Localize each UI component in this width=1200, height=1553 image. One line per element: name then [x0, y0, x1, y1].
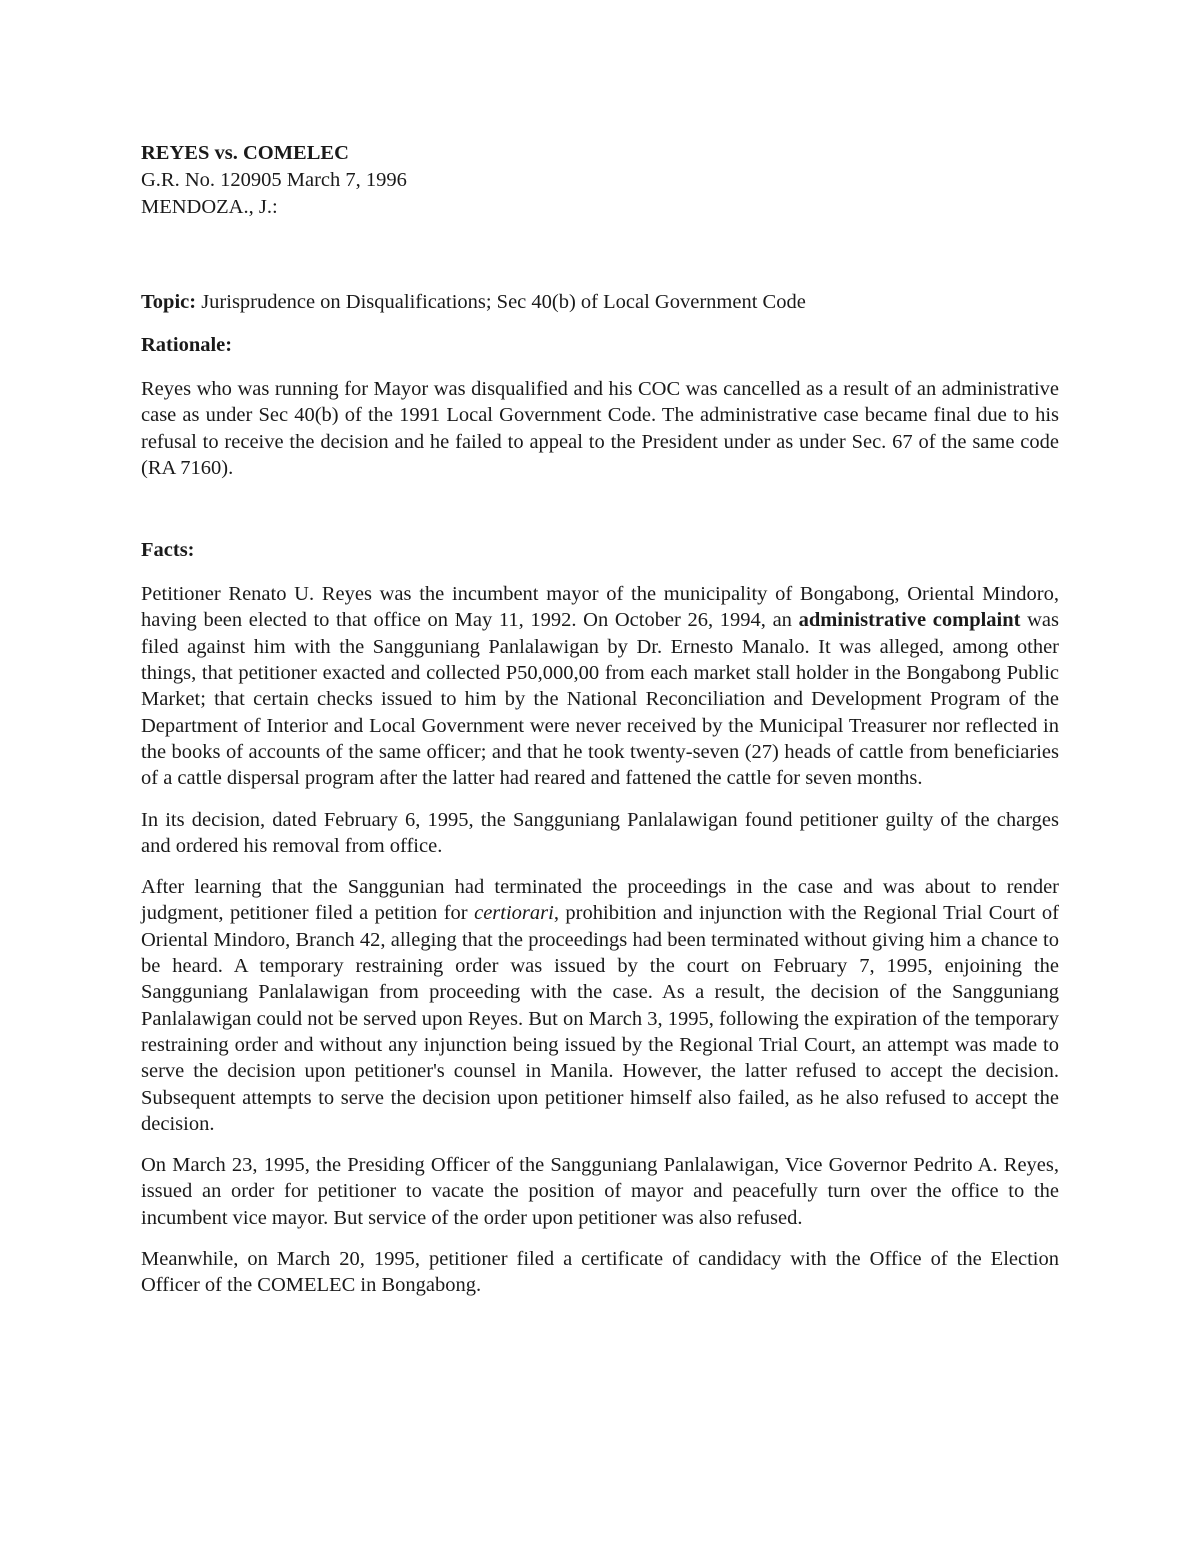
case-title: REYES vs. COMELEC — [141, 142, 349, 164]
facts-p1-emphasis: administrative complaint — [798, 609, 1021, 632]
facts-p3-italic: certiorari — [474, 902, 554, 925]
rationale-paragraph: Reyes who was running for Mayor was disqualified and his COC was cancelled as a result of an administrative case as under Sec 40(b) of the 1991 Local Government Code. The administrative case became final due to his refusal to receive the decision and he failed to appeal to the President under as under Sec. 67 of the same code (RA 7160). — [141, 378, 1059, 479]
case-ponente: MENDOZA., J.: — [141, 196, 278, 218]
case-citation: G.R. No. 120905 March 7, 1996 — [141, 169, 407, 191]
facts-p3-text-b: , prohibition and injunction with the Regional Trial Court of Oriental Mindoro, Branch 42, alleging that the proceedings had been terminated without giving him a chance to be heard. A temporary restraining order was issued by the court on February 7, 1995, enjoining the Sangguniang Panlalawigan from proceeding with the case. As a result, the decision of the Sangguniang Panlalawigan could not be served upon Reyes. But on March 3, 1995, following the expiration of the temporary restraining order and without any injunction being issued by the Regional Trial Court, an attempt was made to serve the decision upon petitioner's counsel in Manila. However, the latter refused to accept the decision. Subsequent attempts to serve the decision upon petitioner himself also failed, as he also refused to accept the decision. — [141, 902, 1059, 1135]
rationale-heading: Rationale: — [141, 334, 233, 356]
facts-paragraph-2: In its decision, dated February 6, 1995, the Sangguniang Panlalawigan found petitioner guilty of the charges and ordered his removal from office. — [141, 808, 1059, 857]
facts-heading: Facts: — [141, 539, 195, 562]
facts-p1-text-a: Petitioner Renato U. Reyes was the incumbent mayor of the municipality of Bongabong, Oriental Mindoro, having been elected to that office on May 11, 1992. On October 26, 1994, an — [141, 583, 1059, 632]
facts-paragraph-5: Meanwhile, on March 20, 1995, petitioner filed a certificate of candidacy with the Office of the Election Officer of the COMELEC in Bongabong. — [141, 1248, 1059, 1297]
facts-paragraph-4: On March 23, 1995, the Presiding Officer of the Sangguniang Panlalawigan, Vice Governor Pedrito A. Reyes, issued an order for petitioner to vacate the position of mayor and peacefully turn over the office to the incumbent vice mayor. But service of the order upon petitioner was also refused. — [141, 1154, 1059, 1229]
topic-text: Jurisprudence on Disqualifications; Sec 40(b) of Local Government Code — [196, 291, 806, 313]
topic-line — [141, 289, 1059, 316]
facts-paragraph-1 — [141, 581, 1059, 791]
topic-label: Topic: — [141, 291, 197, 313]
facts-paragraph-3 — [141, 874, 1059, 1137]
facts-p3-text-a: After learning that the Sanggunian had terminated the proceedings in the case and was about to render judgment, petitioner filed a petition for — [141, 876, 1059, 925]
case-header — [141, 140, 1059, 221]
facts-p1-text-b: was filed against him with the Sangguniang Panlalawigan by Dr. Ernesto Manalo. It was alleged, among other things, that petitioner exacted and collected P50,000,00 from each market stall holder in the Bongabong Public Market; that certain checks issued to him by the National Reconciliation and Development Program of the Department of Interior and Local Government were never received by the Municipal Treasurer nor reflected in the books of accounts of the same officer; and that he took twenty-seven (27) heads of cattle from beneficiaries of a cattle dispersal program after the latter had reared and fattened the cattle for seven months. — [141, 609, 1059, 790]
